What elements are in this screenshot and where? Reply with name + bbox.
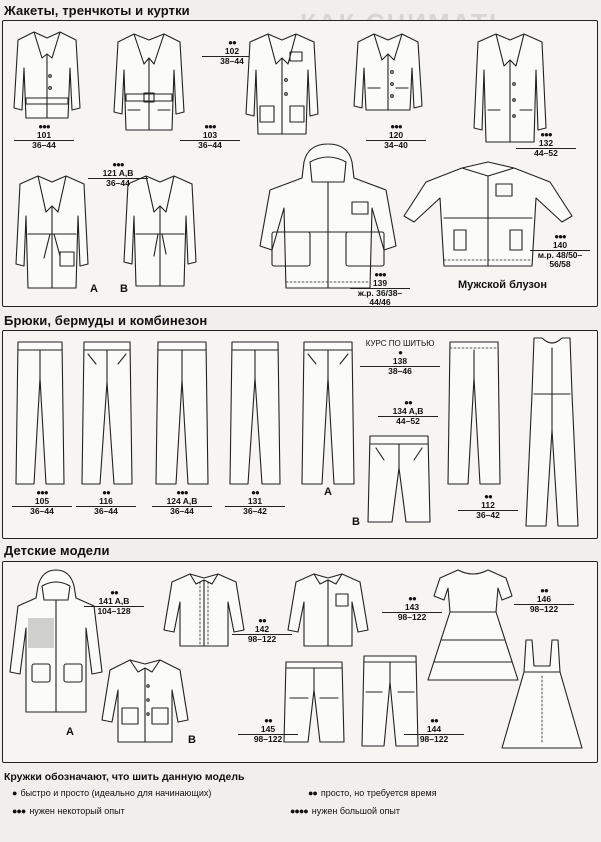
- trousers-134-label: ●● 134 A,B 44–52: [378, 398, 438, 426]
- trousers-124-drawing: [154, 338, 210, 488]
- overall-112-label: ●● 112 36–42: [458, 492, 518, 520]
- trousers-116-label: ●● 116 36–44: [76, 488, 136, 516]
- jacket-120-drawing: [352, 30, 424, 116]
- section-title-kids: Детские модели: [4, 543, 110, 558]
- trenchcoat-121a-drawing: [10, 172, 94, 294]
- trousers-105-label: ●●● 105 36–44: [12, 488, 72, 516]
- kids-shirt-143-drawing: [286, 570, 370, 650]
- anorak-139-label: ●●● 139 ж.р. 36/38–44/46: [350, 270, 410, 307]
- trousers-138-drawing: [446, 338, 502, 488]
- jacket-103-label: ●●● 103 36–44: [180, 122, 240, 150]
- kids-146-label: ●● 146 98–122: [514, 586, 574, 614]
- mens-blouson-caption: Мужской блузон: [458, 279, 547, 291]
- trousers-letter-b: B: [352, 516, 360, 528]
- trousers-131-label: ●● 131 36–42: [225, 488, 285, 516]
- kids-143-label: ●● 143 98–122: [382, 594, 442, 622]
- bermuda-134b-drawing: [366, 432, 432, 526]
- legend-item-3: ●●● нужен некоторый опыт: [12, 806, 125, 816]
- section-title-jackets: Жакеты, тренчкоты и куртки: [4, 3, 190, 18]
- kids-jacket-141b-drawing: [100, 656, 190, 746]
- kids-pinafore-drawing: [500, 636, 584, 752]
- jacket-103-drawing: [244, 30, 320, 138]
- trousers-138-label: КУРС ПО ШИТЬЮ ● 138 38–46: [360, 339, 440, 376]
- jacket-101-label: ●●● 101 36–44: [14, 122, 74, 150]
- kids-141-label: ●● 141 A,B 104–128: [84, 588, 144, 616]
- trousers-116-drawing: [80, 338, 134, 488]
- legend-title: Кружки обозначают, что шить данную модель: [4, 771, 245, 783]
- kids-144-label: ●● 144 98–122: [404, 716, 464, 744]
- trousers-131-drawing: [228, 338, 282, 488]
- legend-item-4: ●●●● нужен большой опыт: [290, 806, 400, 816]
- jacket-132-drawing: [470, 30, 550, 146]
- jacket-102-drawing: [112, 30, 186, 136]
- trousers-134a-drawing: [300, 338, 356, 488]
- kids-letter-a: A: [66, 726, 74, 738]
- jumpsuit-112-drawing: [520, 334, 584, 530]
- trousers-105-drawing: [14, 338, 66, 488]
- legend-item-2: ●● просто, но требуется время: [308, 788, 437, 798]
- trenchcoat-letter-b: B: [120, 283, 128, 295]
- jacket-120-label: ●●● 120 34–40: [366, 122, 426, 150]
- kids-142-label: ●● 142 98–122: [232, 616, 292, 644]
- section-title-trousers: Брюки, бермуды и комбинезон: [4, 313, 208, 328]
- trousers-letter-a: A: [324, 486, 332, 498]
- jacket-132-label: ●●● 132 44–52: [516, 130, 576, 158]
- trousers-124-label: ●●● 124 A,B 36–44: [152, 488, 212, 516]
- kids-letter-b: B: [188, 734, 196, 746]
- jacket-102-label: ●● 102 38–44: [202, 38, 262, 66]
- kids-145-label: ●● 145 98–122: [238, 716, 298, 744]
- legend-item-1: ● быстро и просто (идеально для начинающих): [12, 788, 212, 798]
- mens-blouson-140-label: ●●● 140 м.р. 48/50–56/58: [530, 232, 590, 269]
- trenchcoat-121-label: ●●● 121 A,B 36–44: [88, 160, 148, 188]
- trenchcoat-121b-drawing: [118, 172, 202, 292]
- jacket-101-drawing: [12, 28, 82, 124]
- trenchcoat-letter-a: A: [90, 283, 98, 295]
